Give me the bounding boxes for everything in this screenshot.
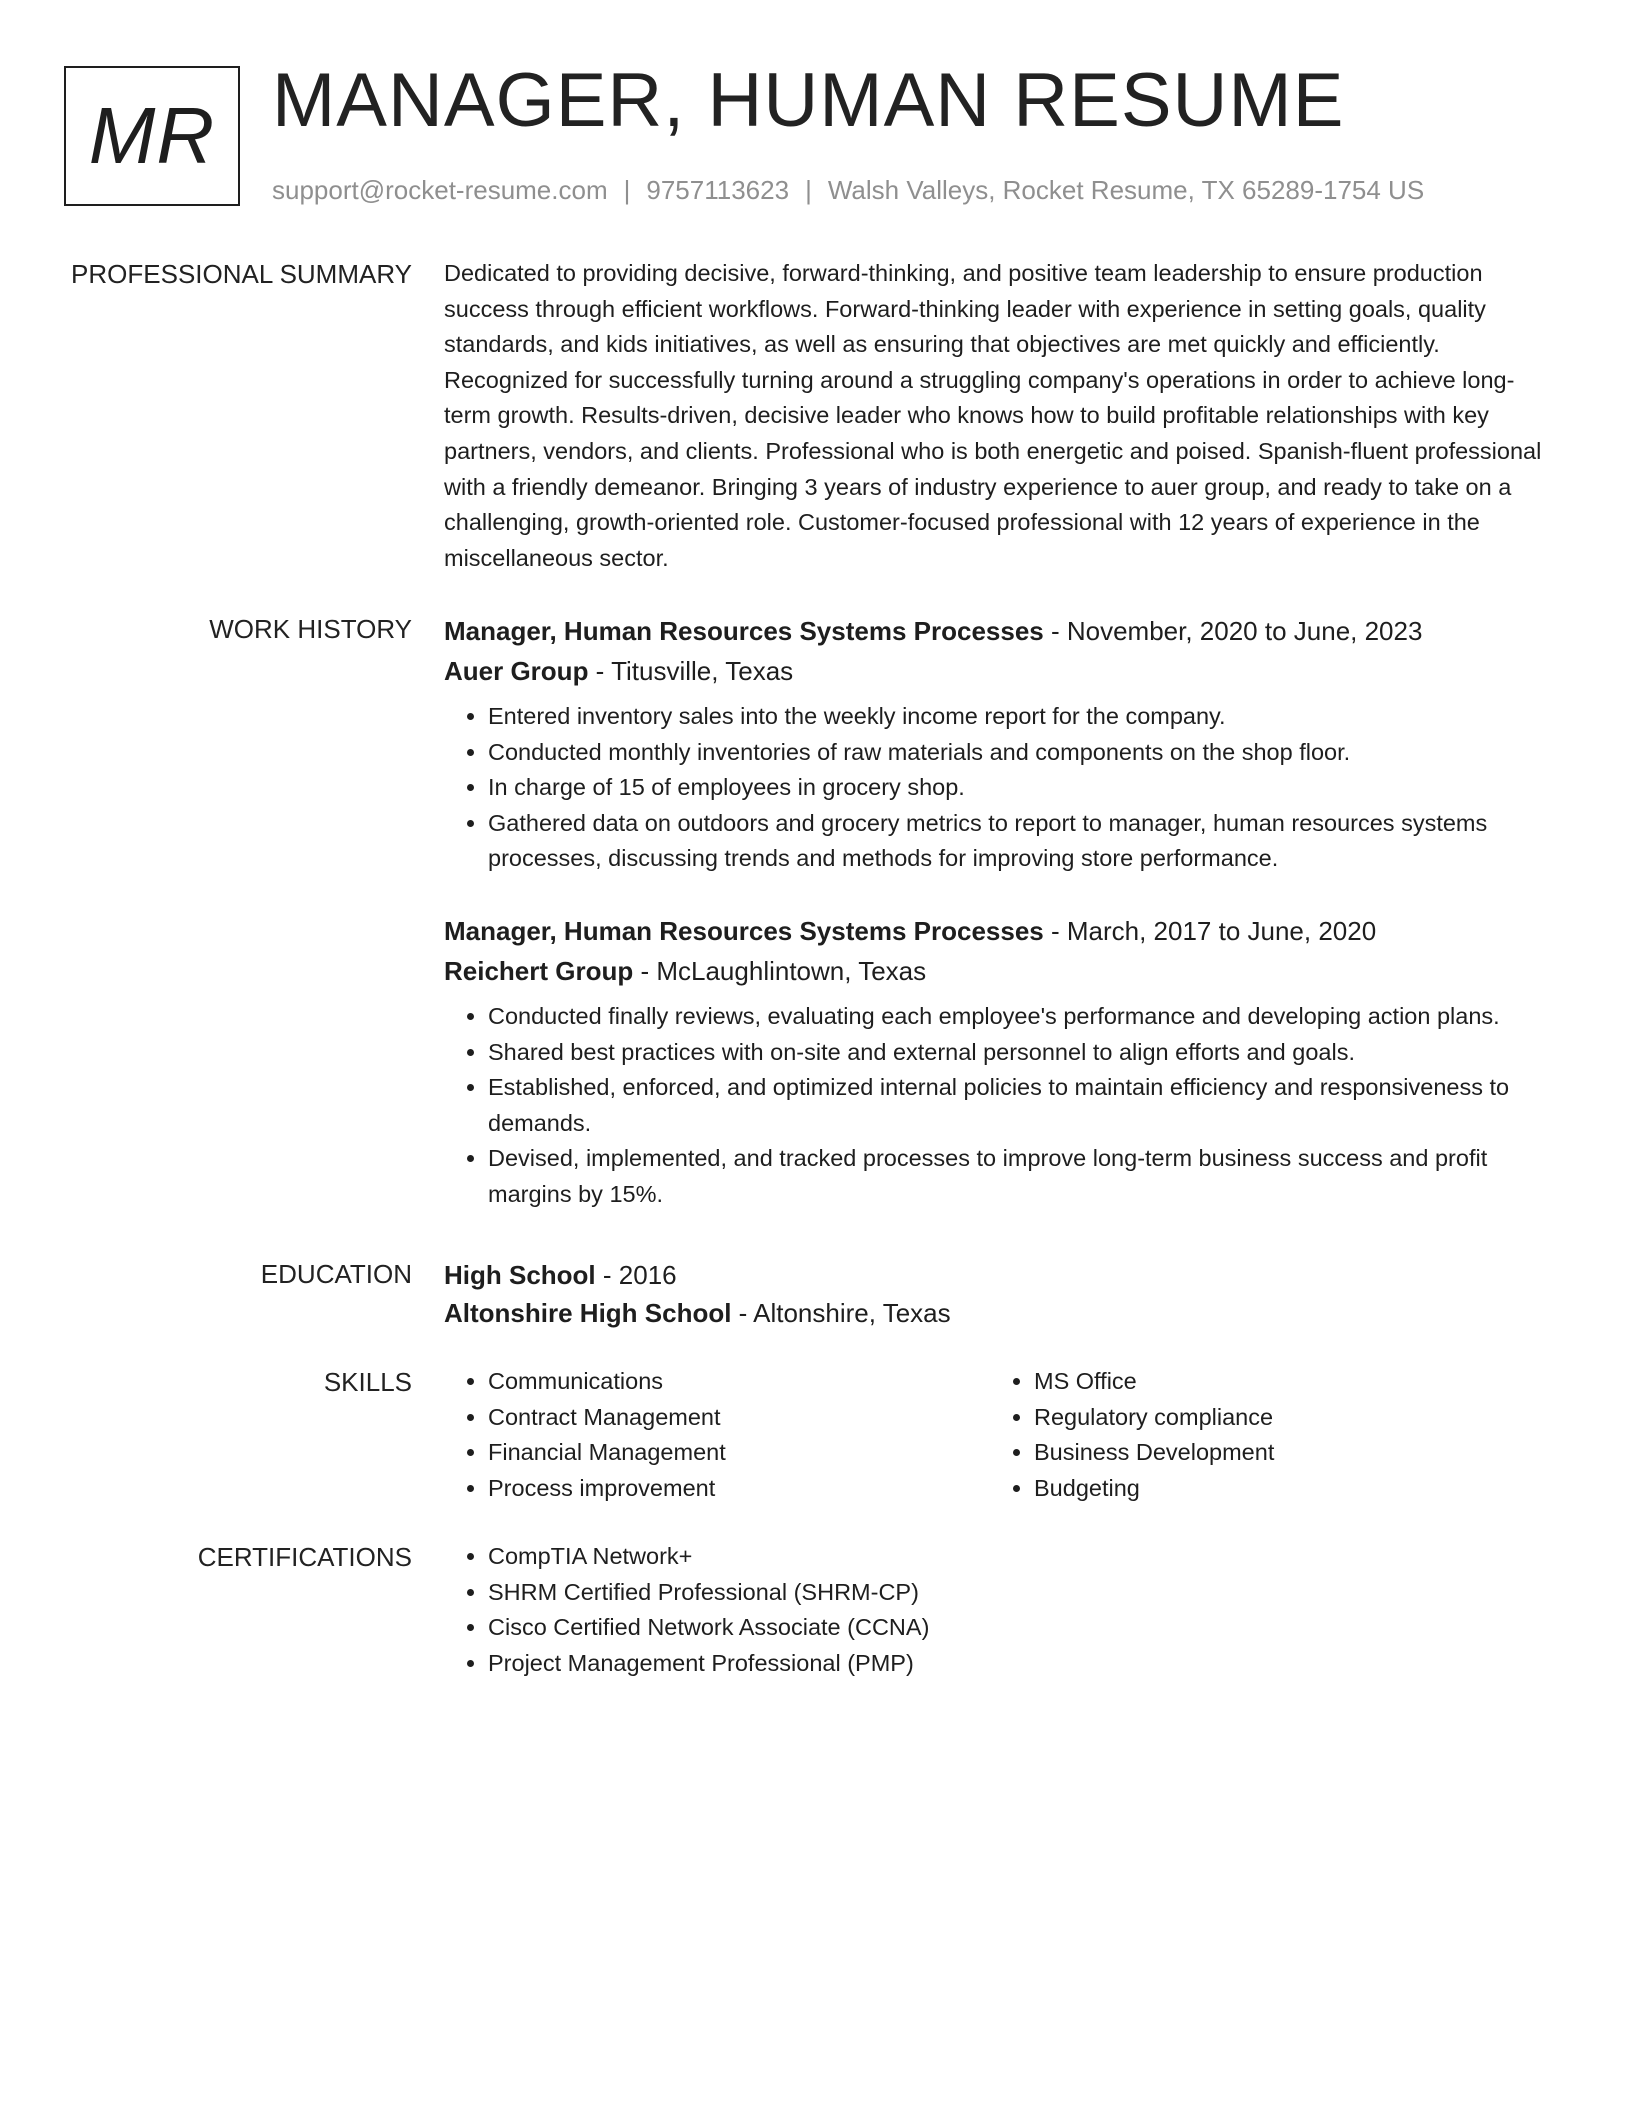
job-title-line	[444, 911, 1550, 951]
job-company-line	[444, 651, 1550, 691]
contact-separator: |	[805, 175, 812, 205]
job-title-line	[444, 611, 1550, 651]
section-body	[444, 256, 1550, 576]
job-dates: - March, 2017 to June, 2020	[1043, 915, 1377, 946]
contact-line	[272, 172, 1424, 208]
job-entry	[444, 611, 1550, 877]
skill-item: • Budgeting	[1034, 1471, 1536, 1507]
list-item: • Shared best practices with on-site and external personnel to align efforts and goals.	[488, 1035, 1550, 1071]
education-degree: High School	[444, 1260, 596, 1290]
job-location: - McLaughlintown, Texas	[633, 955, 927, 986]
section-label: PROFESSIONAL SUMMARY	[71, 259, 412, 289]
job-bullets	[444, 699, 1550, 877]
job-entry	[444, 911, 1550, 1213]
list-item: • Conducted finally reviews, evaluating each employee's performance and developing action plans.	[488, 999, 1550, 1035]
section-body	[444, 611, 1550, 1213]
certification-item: • SHRM Certified Professional (SHRM-CP)	[488, 1575, 1550, 1611]
skills-grid	[444, 1364, 1550, 1506]
job-title: Manager, Human Resources Systems Processes	[444, 616, 1044, 646]
education-school: Altonshire High School	[444, 1298, 732, 1328]
list-item: • Established, enforced, and optimized internal policies to maintain efficiency and responsiveness to demands.	[488, 1070, 1550, 1141]
job-bullets	[444, 999, 1550, 1213]
list-item: • Devised, implemented, and tracked processes to improve long-term business success and profit margins by 15%.	[488, 1141, 1550, 1212]
section-label: EDUCATION	[260, 1259, 412, 1289]
skills-column-right	[990, 1364, 1536, 1506]
job-location: - Titusville, Texas	[588, 656, 794, 686]
job-company-line	[444, 951, 1550, 991]
job-company: Reichert Group	[444, 955, 634, 986]
list-item: • Gathered data on outdoors and grocery metrics to report to manager, human resources systems processes, discussing trends and methods for improving store performance.	[488, 806, 1550, 877]
list-item: • Entered inventory sales into the weekly income report for the company.	[488, 699, 1550, 735]
skill-item: • Financial Management	[488, 1435, 990, 1471]
section-label: CERTIFICATIONS	[197, 1542, 412, 1572]
skill-item: • Regulatory compliance	[1034, 1400, 1536, 1436]
skills-column-left	[444, 1364, 990, 1506]
skill-item: • Contract Management	[488, 1400, 990, 1436]
skill-item: • Communications	[488, 1364, 990, 1400]
section-label: WORK HISTORY	[209, 614, 412, 644]
monogram-badge: MR	[64, 66, 240, 206]
section-body	[444, 1539, 1550, 1681]
job-company: Auer Group	[444, 656, 589, 686]
education-school-line	[444, 1294, 1550, 1332]
certification-item: • Cisco Certified Network Associate (CCNA)	[488, 1610, 1550, 1646]
list-item: • Conducted monthly inventories of raw materials and components on the shop floor.	[488, 735, 1550, 771]
contact-phone: 9757113623	[646, 175, 790, 205]
skill-item: • Process improvement	[488, 1471, 990, 1507]
contact-separator: |	[623, 175, 631, 205]
certifications-list	[444, 1539, 1550, 1681]
job-dates: - November, 2020 to June, 2023	[1043, 616, 1423, 646]
section-label: SKILLS	[323, 1367, 412, 1397]
list-item: • In charge of 15 of employees in grocery shop.	[488, 770, 1550, 806]
certification-item: • CompTIA Network+	[488, 1539, 1550, 1575]
education-location: - Altonshire, Texas	[731, 1298, 951, 1328]
contact-address: Walsh Valleys, Rocket Resume, TX 65289-1754 US	[827, 175, 1425, 205]
skill-item: • Business Development	[1034, 1435, 1536, 1471]
resume-name: MANAGER, HUMAN RESUME	[272, 58, 1345, 143]
contact-email: support@rocket-resume.com	[272, 175, 608, 205]
section-body	[444, 1364, 1550, 1506]
certification-item: • Project Management Professional (PMP)	[488, 1646, 1550, 1682]
education-year: - 2016	[595, 1260, 677, 1290]
education-degree-line	[444, 1256, 1550, 1294]
job-title: Manager, Human Resources Systems Processes	[444, 915, 1044, 946]
skill-item: • MS Office	[1034, 1364, 1536, 1400]
summary-text: Dedicated to providing decisive, forward-thinking, and positive team leadership to ensure production success through efficient workflows. Forward-thinking leader with experience in setting goals, quality standards, and kids initiatives, as well as ensuring that objectives are met quickly and efficiently. Recognized for successfully turning around a struggling company's operations in order to achieve long-term growth. Results-driven, decisive leader who knows how to build profitable relationships with key partners, vendors, and clients. Professional who is both energetic and poised. Spanish-fluent professional with a friendly demeanor. Bringing 3 years of industry experience to auer group, and ready to take on a challenging, growth-oriented role. Customer-focused professional with 12 years of experience in the miscellaneous sector.	[444, 260, 1542, 571]
section-body	[444, 1256, 1550, 1332]
